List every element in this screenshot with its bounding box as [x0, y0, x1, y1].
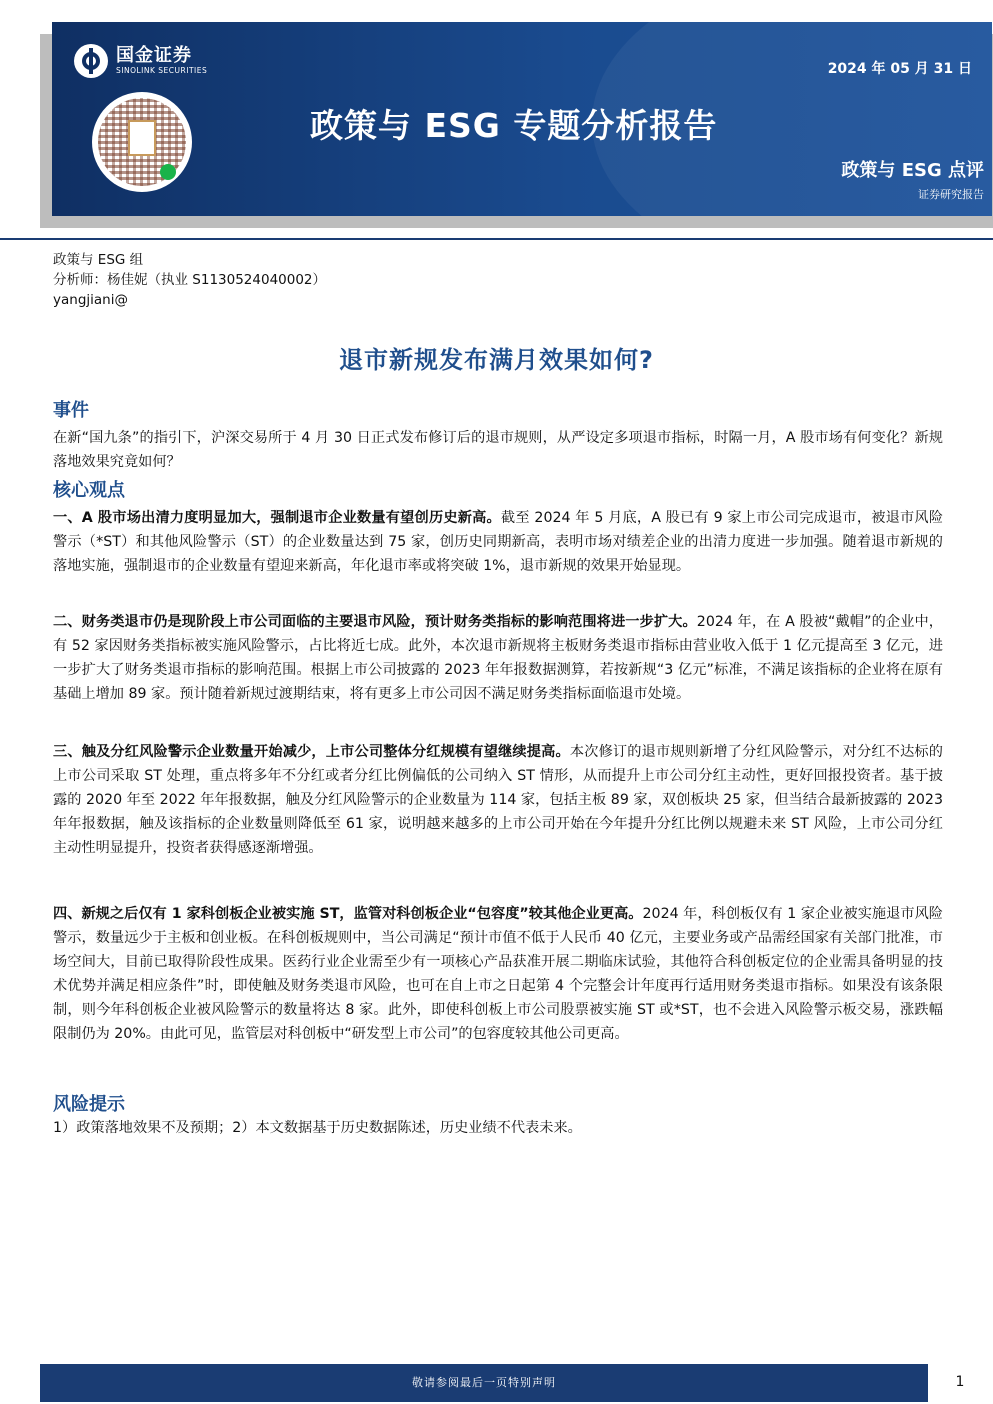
core-point-3	[53, 740, 943, 860]
core-point-1	[53, 506, 943, 578]
analyst-email: yangjiani@	[53, 292, 128, 308]
section-heading-risk: 风险提示	[53, 1094, 125, 1115]
page-number: 1	[955, 1374, 965, 1390]
core-point-4-lead: 四、新规之后仅有 1 家科创板企业被实施 ST，监管对科创板企业“包容度”较其他企业更高。	[53, 906, 643, 922]
analyst-name: 分析师：杨佳妮（执业 S1130524040002）	[53, 272, 327, 288]
header-divider	[0, 238, 993, 240]
footer-disclaimer: 敬请参阅最后一页特别声明	[40, 1364, 928, 1402]
section-heading-event: 事件	[53, 400, 89, 421]
logo-name-cn: 国金证券	[116, 45, 192, 66]
document-title: 退市新规发布满月效果如何?	[339, 346, 654, 374]
core-point-1-body: 截至 2024 年 5 月底，A 股已有 9 家上市公司完成退市，被退市风险警示（*ST）和其他风险警示（ST）的企业数量达到 75 家，创历史同期新高，表明市场对绩差企业的出清力度进一步加强。随着退市新规的落地实施，强制退市的企业数量有望迎来新高，年化退市率或将突破 1%，退市新规的效果开始显现。	[53, 510, 944, 574]
qr-code-icon	[92, 92, 192, 192]
analyst-info	[53, 250, 326, 310]
core-point-1-lead: 一、A 股市场出清力度明显加大，强制退市企业数量有望创历史新高。	[53, 510, 501, 526]
report-series-title: 政策与 ESG 专题分析报告	[310, 106, 718, 145]
logo-icon	[74, 44, 108, 78]
report-category: 政策与 ESG 点评	[841, 160, 984, 181]
core-point-4	[53, 902, 943, 1046]
core-point-2-lead: 二、财务类退市仍是现阶段上市公司面临的主要退市风险，预计财务类指标的影响范围将进一步扩大。	[53, 614, 697, 630]
core-point-4-body: 2024 年，科创板仅有 1 家企业被实施退市风险警示，数量远少于主板和创业板。在科创板规则中，当公司满足“预计市值不低于人民币 40 亿元，主要业务或产品需经国家有关部门批准，市场空间大，目前已取得阶段性成果。医药行业企业需至少有一项核心产品获准开展二期临床试验，其他符合科创板定位的企业需具备明显的技术优势并满足相应条件”时，即使触及财务类退市风险，也可在自上市之日起第 4 个完整会计年度再行适用财务类退市指标。如果没有该条限制，则今年科创板企业被风险警示的数量将达 8 家。此外，即使科创板上市公司股票被实施 ST 或*ST，也不会进入风险警示板交易，涨跌幅限制仍为 20%。由此可见，监管层对科创板中“研发型上市公司”的包容度较其他公司更高。	[53, 906, 943, 1042]
core-point-2	[53, 610, 943, 706]
section-heading-core: 核心观点	[53, 480, 125, 501]
core-point-3-lead: 三、触及分红风险警示企业数量开始减少，上市公司整体分红规模有望继续提高。	[53, 744, 570, 760]
report-banner	[52, 22, 992, 216]
logo-name-en: SINOLINK SECURITIES	[116, 66, 208, 75]
core-point-2-body: 2024 年，在 A 股被“戴帽”的企业中，有 52 家因财务类指标被实施风险警示，占比将近七成。此外，本次退市新规将主板财务类退市指标由营业收入低于 1 亿元提高至 3 亿元，进一步扩大了财务类退市指标的影响范围。根据上市公司披露的 2023 年年报数据测算，若按新规“3 亿元”标准，不满足该指标的企业将在原有基础上增加 89 家。预计随着新规过渡期结束，将有更多上市公司因不满足财务类指标面临退市处境。	[53, 614, 943, 702]
core-point-3-body: 本次修订的退市规则新增了分红风险警示，对分红不达标的上市公司采取 ST 处理，重点将多年不分红或者分红比例偏低的公司纳入 ST 情形，从而提升上市公司分红主动性，更好回报投资者。基于披露的 2020 年至 2022 年年报数据，触及分红风险警示的企业数量为 114 家，包括主板 89 家，双创板块 25 家，但当结合最新披露的 2023 年年报数据，触及该指标的企业数量则降低至 61 家，说明越来越多的上市公司开始在今年提升分红比例以规避未来 ST 风险，上市公司分红主动性明显提升，投资者获得感逐渐增强。	[53, 744, 943, 856]
company-logo	[74, 44, 207, 78]
risk-paragraph: 1）政策落地效果不及预期；2）本文数据基于历史数据陈述，历史业绩不代表未来。	[53, 1120, 582, 1136]
event-paragraph: 在新“国九条”的指引下，沪深交易所于 4 月 30 日正式发布修订后的退市规则，从严设定多项退市指标，时隔一月，A 股市场有何变化？新规落地效果究竟如何？	[53, 430, 943, 470]
report-subcategory: 证券研究报告	[918, 188, 984, 201]
analyst-group: 政策与 ESG 组	[53, 252, 144, 268]
report-date: 2024 年 05 月 31 日	[827, 61, 972, 77]
